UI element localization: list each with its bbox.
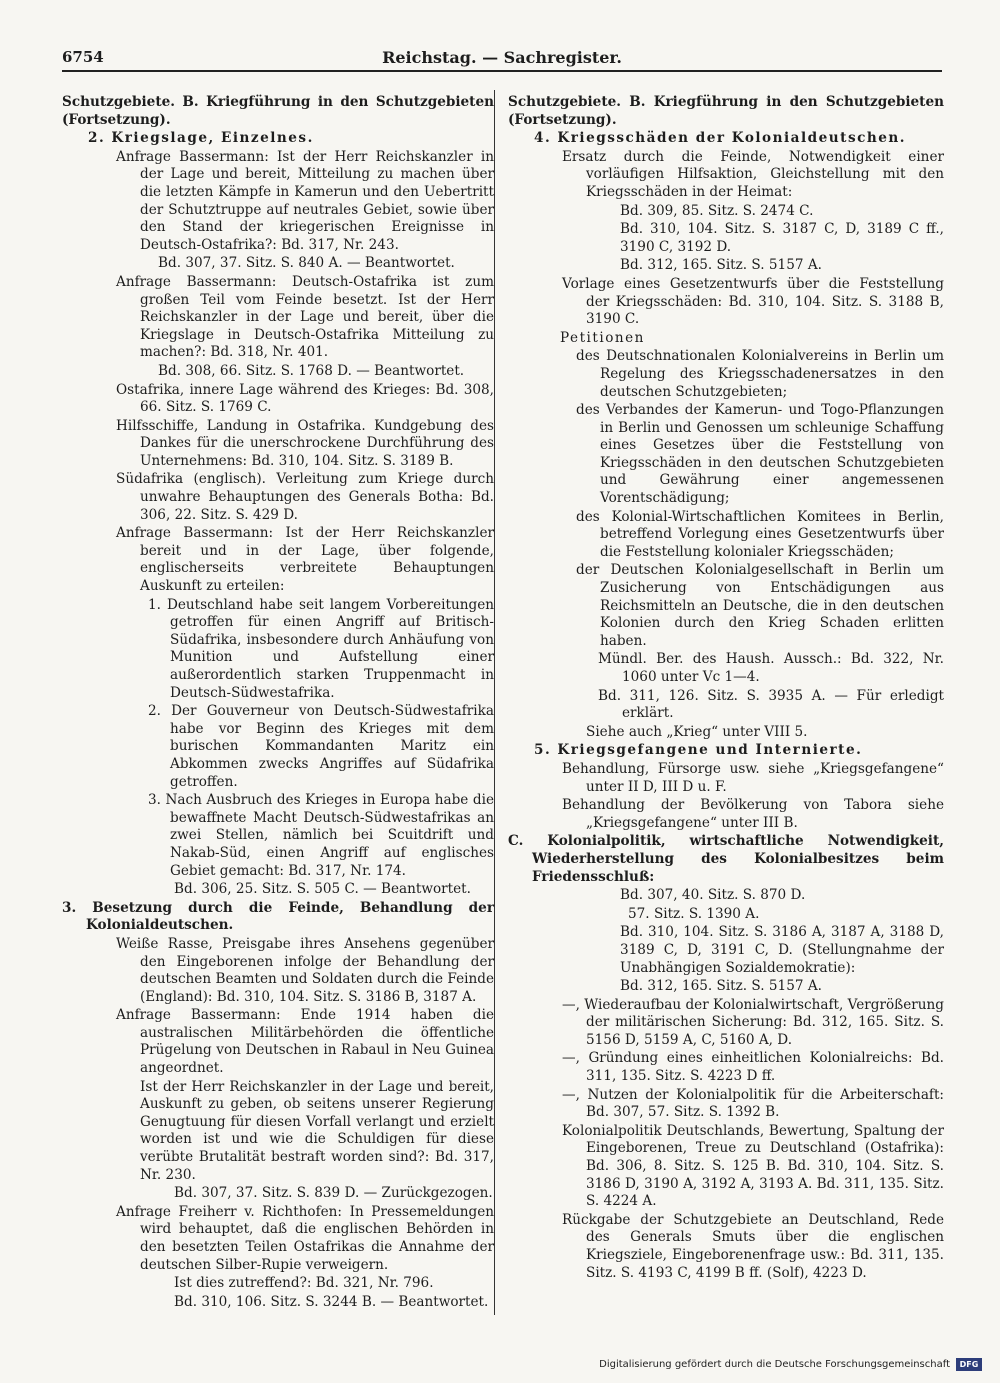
register-entry: —, Nutzen der Kolonialpolitik für die Arbeiterschaft: Bd. 307, 57. Sitz. S. 1392 B.	[562, 1086, 944, 1121]
register-entry: Kolonialpolitik Deutschlands, Bewertung, Spaltung der Eingeborenen, Treue zu Deutschland (Ostafrika): Bd. 306, 8. Sitz. S. 125 B. Bd. 310, 104. Sitz. S. 3186 D, 3190 A, 3192 A, 3193 A. Bd. 311, 135. Sitz. S. 4224 A.	[562, 1122, 944, 1210]
register-entry: Weiße Rasse, Preisgabe ihres Ansehens gegenüber den Eingeborenen infolge der Behandlung der deutschen Beamten und Soldaten durch die Feinde (England): Bd. 310, 104. Sitz. S. 3186 B, 3187 A.	[116, 935, 494, 1005]
page-header	[62, 44, 942, 72]
register-entry: 57. Sitz. S. 1390 A.	[628, 905, 760, 922]
register-entry: Anfrage Bassermann: Deutsch-Ostafrika ist zum großen Teil vom Feinde besetzt. Ist der Herr Reichskanzler in der Lage und bereit, über die Kriegslage in Deutsch-Ostafrika Mitteilung zu machen?: Bd. 318, Nr. 401.	[116, 273, 494, 361]
register-entry: Anfrage Bassermann: Ende 1914 haben die australischen Militärbehörden die öffentliche Prügelung von Deutschen in Rabaul in Neu Guinea angeordnet.	[116, 1007, 494, 1077]
register-entry: Ist der Herr Reichskanzler in der Lage und bereit, Auskunft zu geben, ob seitens unserer Regierung Genugtuung für diesen Vorfall verlangt und erzielt worden ist und wie die Schuldigen für diese verübte Brutalität bestraft worden sind?: Bd. 317, Nr. 230.	[140, 1078, 494, 1183]
register-entry: der Deutschen Kolonialgesellschaft in Berlin um Zusicherung von Entschädigungen aus Reichsmitteln an Deutsche, die in den deutschen Kolonien durch den Krieg Schaden erlitten haben.	[576, 562, 944, 649]
register-entry: 5. Kriegsgefangene und Internierte.	[534, 742, 863, 759]
register-entry: Bd. 307, 37. Sitz. S. 840 A. — Beantwortet.	[158, 255, 455, 272]
running-title: Reichstag. — Sachregister.	[382, 48, 622, 67]
register-entry: Anfrage Bassermann: Ist der Herr Reichskanzler bereit und in der Lage, über folgende, englischerseits verbreitete Behauptungen Auskunft zu erteilen:	[116, 525, 494, 595]
register-entry: Ostafrika, innere Lage während des Krieges: Bd. 308, 66. Sitz. S. 1769 C.	[116, 381, 494, 416]
register-entry: Bd. 311, 126. Sitz. S. 3935 A. — Für erledigt erklärt.	[598, 687, 944, 722]
register-entry: Bd. 306, 25. Sitz. S. 505 C. — Beantwortet.	[174, 881, 471, 898]
register-entry: 3. Besetzung durch die Feinde, Behandlung der Kolonialdeutschen.	[62, 899, 494, 934]
register-entry: Ist dies zutreffend?: Bd. 321, Nr. 796.	[174, 1275, 434, 1292]
register-entry: Anfrage Bassermann: Ist der Herr Reichskanzler in der Lage und bereit, Mitteilung zu machen über die letzten Kämpfe in Kamerun und den Uebertritt der Schutztruppe auf neutrales Gebiet, sowie über den Stand der kriegerischen Ereignisse in Deutsch-Ostafrika?: Bd. 317, Nr. 243.	[116, 148, 494, 253]
dfg-logo: DFG	[956, 1358, 982, 1371]
register-entry: Bd. 307, 40. Sitz. S. 870 D.	[620, 887, 806, 904]
footer-text: Digitalisierung gefördert durch die Deutsche Forschungsgemeinschaft	[599, 1359, 950, 1370]
register-entry: 4. Kriegsschäden der Kolonialdeutschen.	[534, 130, 907, 147]
footer	[599, 1358, 982, 1371]
register-entry: Bd. 308, 66. Sitz. S. 1768 D. — Beantwortet.	[158, 362, 465, 379]
register-entry: Schutzgebiete. B. Kriegführung in den Schutzgebieten (Fortsetzung).	[62, 94, 494, 128]
register-entry: 1. Deutschland habe seit langem Vorbereitungen getroffen für einen Angriff auf Britisch-Südafrika, insbesondere durch Anhäufung von Munition und Aufstellung einer außerordentlich starken Truppenmacht in Deutsch-Südwestafrika.	[148, 596, 494, 701]
register-entry: 2. Kriegslage, Einzelnes.	[88, 130, 314, 147]
register-entry: Siehe auch „Krieg“ unter VIII 5.	[586, 723, 808, 740]
register-entry: Hilfsschiffe, Landung in Ostafrika. Kundgebung des Dankes für die unerschrockene Durchführung des Unternehmens: Bd. 310, 104. Sitz. S. 3189 B.	[116, 417, 494, 469]
register-entry: C. Kolonialpolitik, wirtschaftliche Notwendigkeit, Wiederherstellung des Kolonialbesitzes beim Friedensschluß:	[508, 833, 944, 885]
register-entry: Mündl. Ber. des Haush. Aussch.: Bd. 322, Nr. 1060 unter Vc 1—4.	[598, 651, 944, 685]
right-column	[508, 94, 944, 1283]
register-entry: Südafrika (englisch). Verleitung zum Kriege durch unwahre Behauptungen des Generals Botha: Bd. 306, 22. Sitz. S. 429 D.	[116, 471, 494, 523]
register-entry: Schutzgebiete. B. Kriegführung in den Schutzgebieten (Fortsetzung).	[508, 94, 944, 128]
register-entry: Bd. 312, 165. Sitz. S. 5157 A.	[620, 257, 822, 274]
register-entry: Bd. 310, 104. Sitz. S. 3186 A, 3187 A, 3188 D, 3189 C, D, 3191 C, D. (Stellungnahme der Unabhängigen Sozialdemokratie):	[620, 924, 944, 976]
register-entry: Bd. 312, 165. Sitz. S. 5157 A.	[620, 978, 822, 995]
register-entry: Rückgabe der Schutzgebiete an Deutschland, Rede des Generals Smuts über die englischen Kriegsziele, Eingeborenenfrage usw.: Bd. 311, 135. Sitz. S. 4193 C, 4199 B ff. (Solf), 4223 D.	[562, 1211, 944, 1281]
register-entry: Ersatz durch die Feinde, Notwendigkeit einer vorläufigen Hilfsaktion, Gleichstellung mit den Kriegsschäden in der Heimat:	[562, 148, 944, 200]
register-entry: Vorlage eines Gesetzentwurfs über die Feststellung der Kriegsschäden: Bd. 310, 104. Sitz. S. 3188 B, 3190 C.	[562, 275, 944, 328]
register-entry: Bd. 310, 104. Sitz. S. 3187 C, D, 3189 C ff., 3190 C, 3192 D.	[620, 221, 944, 255]
register-entry: Bd. 307, 37. Sitz. S. 839 D. — Zurückgezogen.	[174, 1185, 493, 1202]
register-entry: Behandlung der Bevölkerung von Tabora siehe „Kriegsgefangene“ unter III B.	[562, 797, 944, 831]
register-entry: des Kolonial-Wirtschaftlichen Komitees in Berlin, betreffend Vorlegung eines Gesetzentwurfs über die Feststellung kolonialer Kriegsschäden;	[576, 508, 944, 560]
column-divider	[494, 90, 495, 1315]
register-entry: des Deutschnationalen Kolonialvereins in Berlin um Regelung des Kriegsschadenersatzes in den deutschen Schutzgebieten;	[576, 348, 944, 400]
register-entry: des Verbandes der Kamerun- und Togo-Pflanzungen in Berlin und Genossen um schleunige Schaffung eines Gesetzes über die Feststellung von Kriegsschäden in den deutschen Schutzgebieten und Gewährung einer angemessenen Vorentschädigung;	[576, 402, 944, 507]
register-entry: Behandlung, Fürsorge usw. siehe „Kriegsgefangene“ unter II D, III D u. F.	[562, 760, 944, 795]
register-entry: Bd. 310, 106. Sitz. S. 3244 B. — Beantwortet.	[174, 1293, 489, 1310]
register-entry: Anfrage Freiherr v. Richthofen: In Pressemeldungen wird behauptet, daß die englischen Behörden in den besetzten Teilen Ostafrikas die Annahme der deutschen Silber-Rupie verweigern.	[116, 1203, 494, 1273]
register-entry: 2. Der Gouverneur von Deutsch-Südwestafrika habe vor Beginn des Krieges mit dem burischen Kommandanten Maritz ein Abkommen zwecks Angriffes auf Südafrika getroffen.	[148, 703, 494, 790]
register-entry: Bd. 309, 85. Sitz. S. 2474 C.	[620, 202, 814, 219]
register-entry: —, Wiederaufbau der Kolonialwirtschaft, Vergrößerung der militärischen Sicherung: Bd. 312, 165. Sitz. S. 5156 D, 5159 A, C, 5160 A, D.	[562, 996, 944, 1048]
register-entry: Petitionen	[560, 329, 645, 346]
register-entry: 3. Nach Ausbruch des Krieges in Europa habe die bewaffnete Macht Deutsch-Südwestafrikas an zwei Stellen, nämlich bei Scuitdrift und Nakab-Süd, einen Angriff auf englisches Gebiet gemacht: Bd. 317, Nr. 174.	[148, 792, 494, 879]
page-number: 6754	[62, 48, 104, 66]
register-entry: —, Gründung eines einheitlichen Kolonialreichs: Bd. 311, 135. Sitz. S. 4223 D ff.	[562, 1050, 944, 1085]
left-column	[62, 94, 494, 1312]
